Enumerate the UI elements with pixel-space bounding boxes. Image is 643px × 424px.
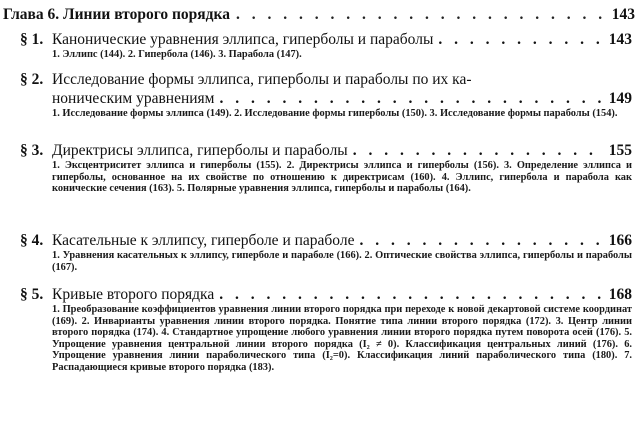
section-title: Касательные к эллипсу, гиперболе и параболе: [52, 232, 355, 249]
section-page: 168: [608, 286, 632, 303]
section-number: § 2.: [20, 71, 44, 88]
toc-section-2[interactable]: [20, 70, 632, 120]
section-title: Кривые второго порядка: [52, 286, 215, 303]
section-title: Директрисы эллипса, гиперболы и параболы: [52, 142, 348, 159]
subsection-list: 1. Исследование формы эллипса (149). 2. Исследование формы гиперболы (150). 3. Исследование формы параболы (154).: [52, 108, 618, 119]
subsection-list: 1. Преобразование коэффициентов уравнения линии второго порядка при переходе к новой декартовой системе координат (169). 2. Инварианты уравнения линии второго порядка. Понятие типа линии второго порядка (172). 3. Центр линии второго порядка (174). 4. Стандартное упрощение любого уравнения линии второго порядка путем поворота осей (176). 5. Упрощение уравнения центральной линии второго порядка (I₂ ≠ 0). Классификация центральных линий (176). 6. Упрощение уравнения линии параболического типа (I₂=0). Классификация линий параболического типа (180). 7. Распадающиеся кривые второго порядка (183).: [52, 304, 632, 373]
chapter-page: 143: [611, 6, 635, 23]
chapter-heading[interactable]: [3, 5, 635, 25]
section-page: 143: [608, 31, 632, 48]
dot-leader: [353, 141, 604, 160]
section-number: § 1.: [20, 31, 44, 48]
section-page: 149: [608, 90, 632, 107]
toc-section-5[interactable]: [20, 285, 632, 374]
dot-leader: [438, 30, 603, 49]
dot-leader: [219, 285, 604, 304]
subsection-list: 1. Эксцентриситет эллипса и гиперболы (155). 2. Директрисы эллипса и гиперболы (156). 3. Определение эллипса и гиперболы, основанное на их свойстве по отношению к директрисам (160). 4. Эллипс, гипербола и парабола как конические сечения (163). 5. Полярные уравнения эллипса, гиперболы и параболы (164).: [52, 160, 632, 195]
chapter-title: Глава 6. Линии второго порядка: [3, 6, 230, 23]
section-number: § 5.: [20, 286, 44, 303]
toc-section-1[interactable]: [20, 30, 632, 61]
section-title-continued: ноническим уравнениям: [52, 90, 215, 107]
subsection-list: 1. Уравнения касательных к эллипсу, гиперболе и параболе (166). 2. Оптические свойства эллипса, гиперболы и параболы (167).: [52, 250, 632, 273]
section-page: 166: [608, 232, 632, 249]
dot-leader: [220, 89, 604, 108]
section-number: § 4.: [20, 232, 44, 249]
toc-section-4[interactable]: [20, 231, 632, 273]
section-page: 155: [608, 142, 632, 159]
section-title: Исследование формы эллипса, гиперболы и параболы по их ка-: [52, 71, 472, 88]
section-title: Канонические уравнения эллипса, гиперболы и параболы: [52, 31, 434, 48]
toc-section-3[interactable]: [20, 141, 632, 195]
section-number: § 3.: [20, 142, 44, 159]
subsection-list: 1. Эллипс (144). 2. Гипербола (146). 3. Парабола (147).: [52, 49, 302, 60]
dot-leader: [236, 5, 606, 25]
dot-leader: [359, 231, 603, 250]
